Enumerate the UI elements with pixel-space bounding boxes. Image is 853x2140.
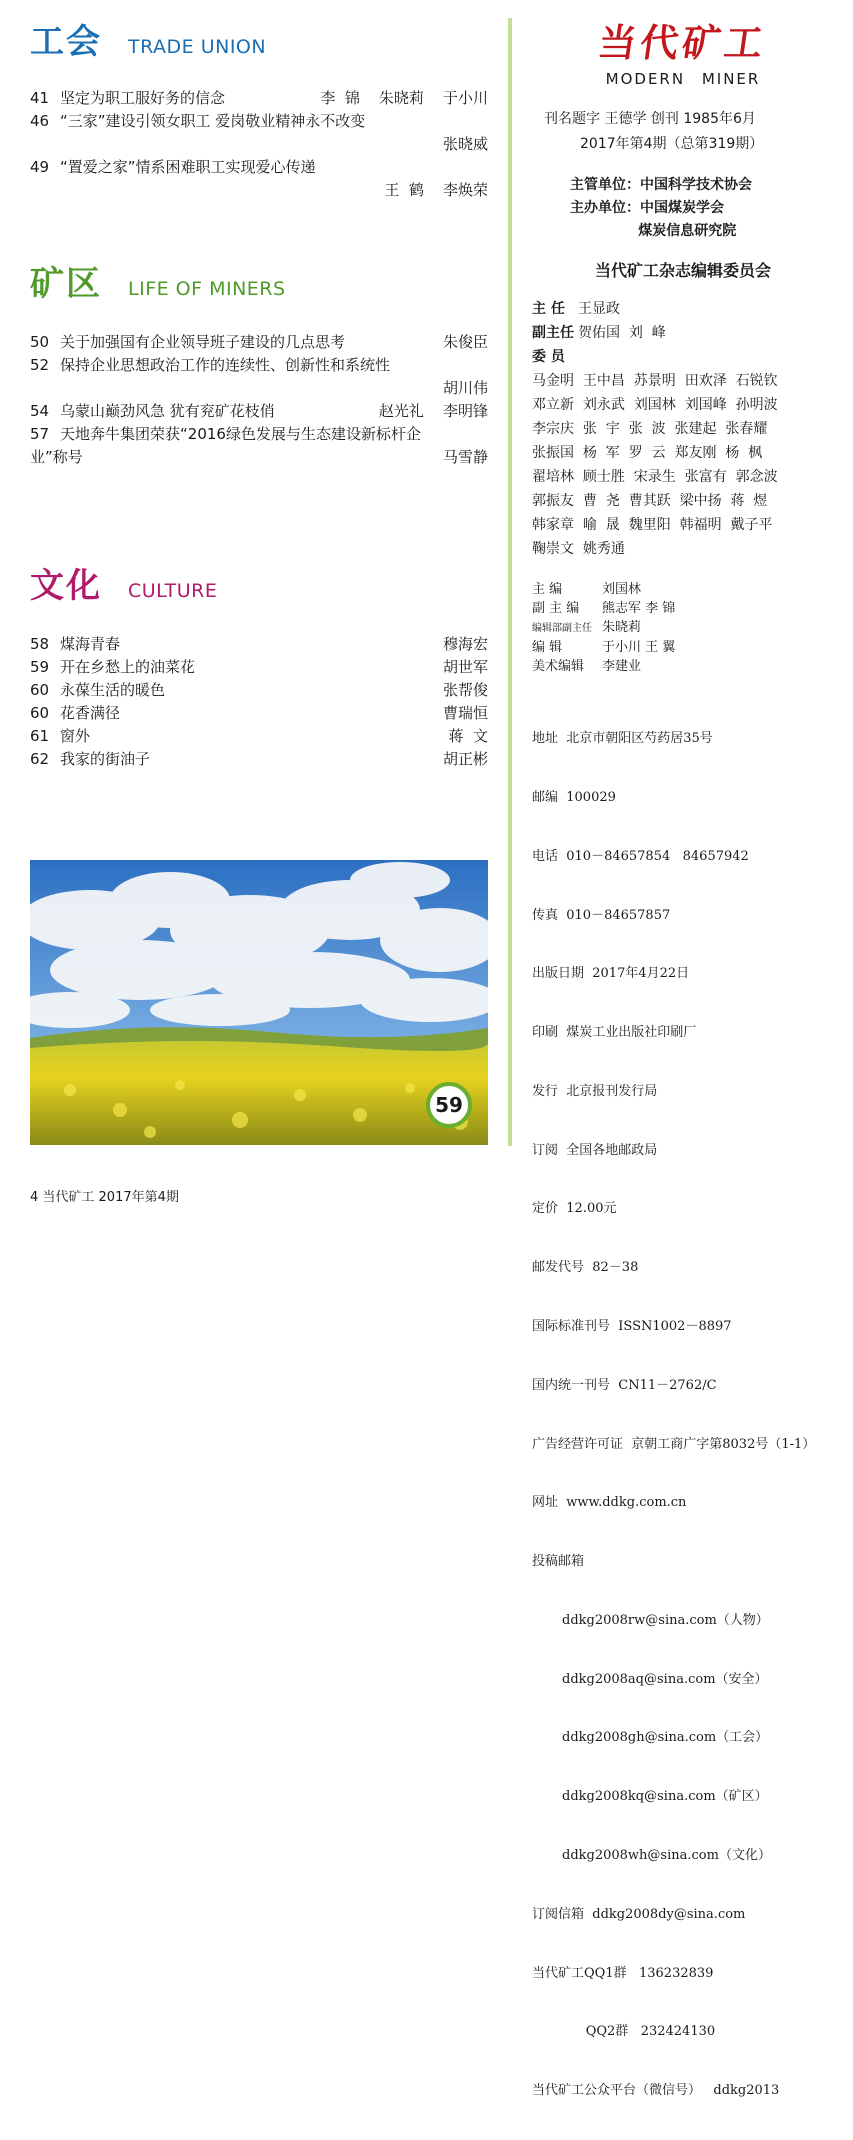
printer: 印刷 煤炭工业出版社印刷厂 xyxy=(532,1025,697,1041)
entry-title: 我家的街油子 xyxy=(60,750,151,768)
staff-names: 李建业 xyxy=(602,659,642,674)
entry-authors: 王 鹤 李焕荣 xyxy=(384,181,488,199)
entry-page: 57 xyxy=(30,425,50,443)
distributor: 发行 北京报刊发行局 xyxy=(532,1083,658,1099)
entry-title: 乌蒙山巅劲风急 犹有兖矿花枝俏 xyxy=(60,402,275,420)
entry-title: 开在乡愁上的油菜花 xyxy=(60,658,196,676)
staff-names: 朱晓莉 xyxy=(602,620,642,635)
issue-number: 2017年第4期（总第319期） xyxy=(580,136,764,152)
staff-role: 编 辑 xyxy=(532,640,563,655)
section-title-en: TRADE UNION xyxy=(128,36,267,58)
sponsor-org: 主办单位：中国煤炭学会 xyxy=(570,200,724,216)
section-trade-union xyxy=(30,14,488,202)
board-members-row: 李宗庆 张 宇 张 波 张建起 张春耀 xyxy=(532,421,768,437)
entry-authors: 张帮俊 xyxy=(442,681,488,699)
toc-entry[interactable] xyxy=(30,725,488,748)
issn: 国际标准刊号 ISSN1002－8897 xyxy=(532,1319,732,1334)
section-title-en: LIFE OF MINERS xyxy=(128,278,286,300)
staff-names: 刘国林 xyxy=(602,582,642,597)
section-header xyxy=(30,14,488,63)
entry-page: 60 xyxy=(30,704,50,722)
entry-authors: 马雪静 xyxy=(442,448,488,466)
subscription: 订阅 全国各地邮政局 xyxy=(532,1142,658,1158)
toc-entry[interactable] xyxy=(30,156,488,202)
entry-authors: 朱俊臣 xyxy=(442,333,488,351)
staff-role: 编辑部副主任 xyxy=(532,623,592,634)
publish-date: 出版日期 2017年4月22日 xyxy=(532,966,690,982)
entry-page: 49 xyxy=(30,158,50,176)
cn-number: 国内统一刊号 CN11－2762/C xyxy=(532,1377,717,1393)
toc-entry[interactable] xyxy=(30,110,488,156)
toc-entry[interactable] xyxy=(30,423,488,469)
toc-entry[interactable] xyxy=(30,633,488,656)
entry-page: 46 xyxy=(30,112,50,130)
entry-title: 天地奔牛集团荣获“2016绿色发展与生态建设新标杆企 xyxy=(60,425,421,443)
entry-title: 永葆生活的暖色 xyxy=(60,681,166,699)
column-divider xyxy=(508,18,512,1146)
entry-authors: 曹瑞恒 xyxy=(442,704,488,722)
toc-entry[interactable] xyxy=(30,748,488,771)
board-members-row: 鞠崇文 姚秀通 xyxy=(532,541,625,557)
sponsor-org-2: 煤炭信息研究院 xyxy=(570,223,737,239)
subscription-email[interactable]: 订阅信箱 ddkg2008dy@sina.com xyxy=(532,1906,746,1922)
page-number-badge: 59 xyxy=(426,1082,472,1128)
entry-page: 59 xyxy=(30,658,50,676)
editorial-board xyxy=(532,297,778,561)
ad-license: 广告经营许可证 京朝工商广字第8032号（1-1） xyxy=(532,1436,816,1452)
magazine-logo: 当代矿工 xyxy=(595,20,770,65)
postal-code: 邮发代号 82－38 xyxy=(532,1260,639,1276)
staff-role: 副 主 编 xyxy=(532,601,580,616)
entry-page: 54 xyxy=(30,402,50,420)
toc-entry[interactable] xyxy=(30,331,488,354)
entry-authors: 张晓威 xyxy=(442,135,488,153)
wechat-account: 当代矿工公众平台（微信号） ddkg2013 xyxy=(532,2083,780,2099)
email-link[interactable]: ddkg2008gh@sina.com（工会） xyxy=(562,1730,769,1746)
entry-authors: 胡世军 xyxy=(442,658,488,676)
toc-entry[interactable] xyxy=(30,400,488,423)
entry-authors: 胡川伟 xyxy=(442,379,488,397)
entry-page: 50 xyxy=(30,333,50,351)
fax: 传真 010－84657857 xyxy=(532,907,671,923)
entry-authors: 胡正彬 xyxy=(442,750,488,768)
staff-names: 熊志军 李 锦 xyxy=(602,601,676,616)
board-role: 主 任 xyxy=(532,301,565,317)
qq-group-2: QQ2群 232424130 xyxy=(532,2024,716,2040)
entry-page: 61 xyxy=(30,727,50,745)
entry-page: 41 xyxy=(30,89,50,107)
board-members-row: 马金明 王中昌 苏景明 田欢泽 石锐钦 xyxy=(532,373,778,389)
entry-title-cont: 业”称号 xyxy=(30,448,83,466)
section-title-zh: 文化 xyxy=(30,566,102,606)
section-title-zh: 工会 xyxy=(30,22,102,62)
board-members-row: 翟培林 顾士胜 宋录生 张富有 郭念波 xyxy=(532,469,778,485)
phone: 电话 010－84657854 84657942 xyxy=(532,848,749,864)
board-role: 副主任 xyxy=(532,325,574,341)
supervisor-org: 主管单位：中国科学技术协会 xyxy=(570,177,752,193)
entry-authors: 蒋 文 xyxy=(448,727,488,745)
section-header xyxy=(30,256,488,305)
board-role: 委 员 xyxy=(532,349,565,365)
entry-title: “置爱之家”情系困难职工实现爱心传递 xyxy=(60,158,316,176)
entry-authors: 赵光礼 李明锋 xyxy=(378,402,488,420)
toc-entry[interactable] xyxy=(30,702,488,725)
editorial-board-title: 当代矿工杂志编辑委员会 xyxy=(594,261,771,280)
organizations xyxy=(570,174,752,243)
toc-entry[interactable] xyxy=(30,679,488,702)
section-life-of-miners xyxy=(30,256,488,469)
postcode: 邮编 100029 xyxy=(532,789,616,805)
entry-title: 关于加强国有企业领导班子建设的几点思考 xyxy=(60,333,346,351)
entry-page: 52 xyxy=(30,356,50,374)
submission-email-label: 投稿邮箱 xyxy=(532,1554,585,1570)
board-members-row: 韩家章 喻 晟 魏里阳 韩福明 戴子平 xyxy=(532,517,773,533)
publication-info xyxy=(532,690,815,2140)
address: 地址 北京市朝阳区芍药居35号 xyxy=(532,731,713,747)
toc-entry[interactable] xyxy=(30,656,488,679)
section-header xyxy=(30,558,488,607)
toc-entry[interactable] xyxy=(30,87,488,110)
price: 定价 12.00元 xyxy=(532,1201,617,1217)
entry-page: 62 xyxy=(30,750,50,768)
editorial-staff xyxy=(532,580,675,676)
staff-role: 主 编 xyxy=(532,582,563,597)
staff-names: 于小川 王 翼 xyxy=(602,640,676,655)
email-link[interactable]: ddkg2008kq@sina.com（矿区） xyxy=(562,1789,768,1805)
entry-authors: 李 锦 朱晓莉 于小川 xyxy=(320,89,488,107)
board-names: 贺佑国 刘 峰 xyxy=(578,325,666,341)
section-title-en: CULTURE xyxy=(128,580,218,602)
staff-role: 美术编辑 xyxy=(532,659,585,674)
email-link[interactable]: ddkg2008wh@sina.com（文化） xyxy=(562,1848,771,1864)
entry-page: 58 xyxy=(30,635,50,653)
magazine-name-en: MODERN MINER xyxy=(605,70,761,88)
page-footer: 4 当代矿工 2017年第4期 xyxy=(30,1190,179,1205)
email-link[interactable]: ddkg2008aq@sina.com（安全） xyxy=(562,1671,768,1687)
entry-title: 坚定为职工服好务的信念 xyxy=(60,89,226,107)
email-link[interactable]: ddkg2008rw@sina.com（人物） xyxy=(562,1612,769,1628)
landscape-photo xyxy=(30,860,488,1145)
canola-field-image xyxy=(30,860,488,1145)
board-members-row: 郭振友 曹 尧 曹其跃 梁中扬 蒋 煜 xyxy=(532,493,768,509)
qq-group-1: 当代矿工QQ1群 136232839 xyxy=(532,1965,714,1981)
toc-entry[interactable] xyxy=(30,354,488,400)
entry-page: 60 xyxy=(30,681,50,699)
entry-title: 花香满径 xyxy=(60,704,121,722)
section-culture xyxy=(30,558,488,771)
section-title-zh: 矿区 xyxy=(30,264,102,304)
board-members-row: 邓立新 刘永武 刘国林 刘国峰 孙明波 xyxy=(532,397,778,413)
board-names: 王显政 xyxy=(578,301,620,317)
website-link[interactable]: 网址 www.ddkg.com.cn xyxy=(532,1495,687,1511)
entry-title: “三家”建设引领女职工 爱岗敬业精神永不改变 xyxy=(60,112,366,130)
entry-title: 窗外 xyxy=(60,727,91,745)
entry-title: 煤海青春 xyxy=(60,635,121,653)
title-calligraphy-founded: 刊名题字 王德学 创刊 1985年6月 xyxy=(544,111,756,127)
board-members-row: 张振国 杨 军 罗 云 郑友刚 杨 枫 xyxy=(532,445,763,461)
entry-authors: 穆海宏 xyxy=(442,635,488,653)
entry-title: 保持企业思想政治工作的连续性、创新性和系统性 xyxy=(60,356,391,374)
